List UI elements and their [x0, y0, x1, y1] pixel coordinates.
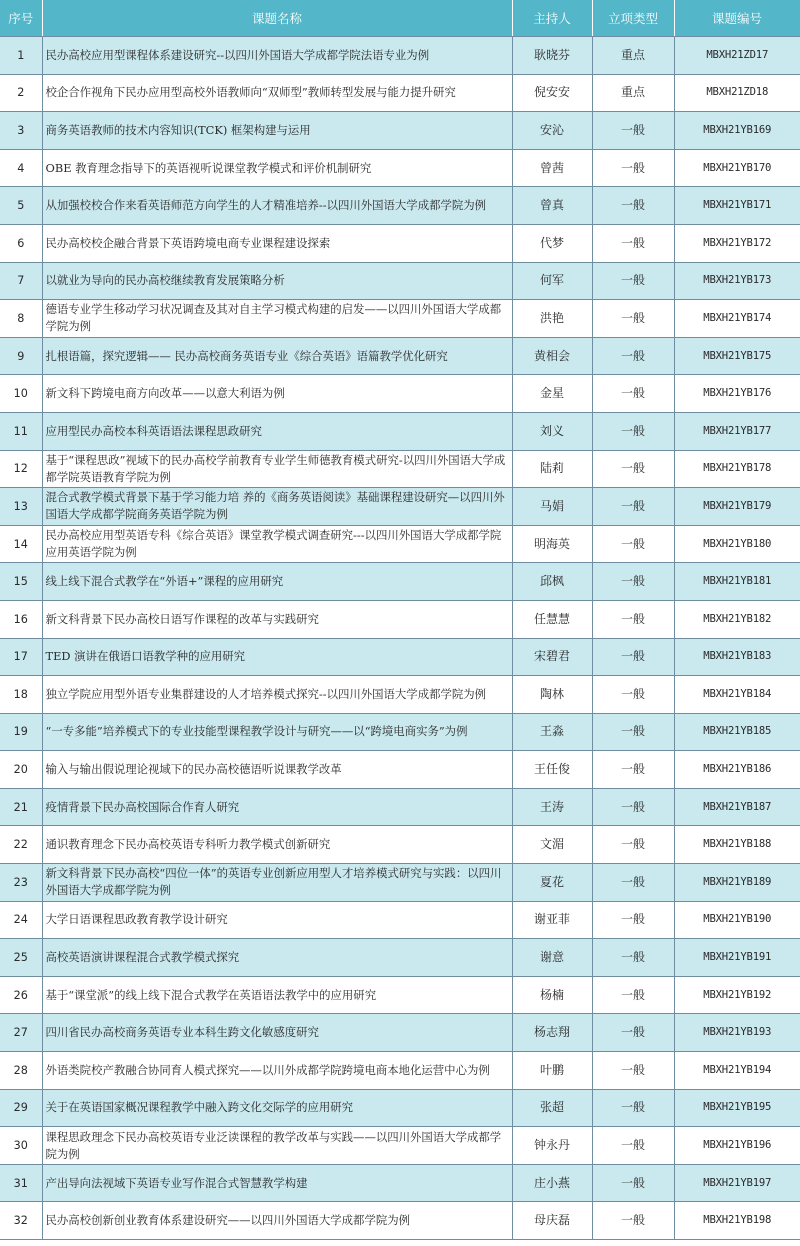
table-row — [0, 600, 800, 638]
project-code-cell: MBXH21YB177 — [674, 412, 800, 450]
project-title-cell: 基于“课堂派”的线上线下混合式教学在英语语法教学中的应用研究 — [42, 976, 512, 1014]
project-code-cell: MBXH21YB171 — [674, 187, 800, 225]
project-title-cell: 输入与输出假说理论视域下的民办高校德语听说课教学改革 — [42, 751, 512, 789]
table-row — [0, 337, 800, 375]
table-row — [0, 751, 800, 789]
header-project-title: 课题名称 — [42, 0, 512, 37]
project-title-cell: 新文科背景下民办高校日语写作课程的改革与实践研究 — [42, 600, 512, 638]
project-title-cell: 大学日语课程思政教育教学设计研究 — [42, 901, 512, 939]
project-title-cell: 课程思政理念下民办高校英语专业泛读课程的教学改革与实践——以四川外国语大学成都学院为例 — [42, 1127, 512, 1165]
header-row — [0, 0, 800, 37]
project-type-cell: 一般 — [592, 864, 674, 902]
host-cell: 安沁 — [512, 112, 592, 150]
project-code-cell: MBXH21YB189 — [674, 864, 800, 902]
project-type-cell: 一般 — [592, 751, 674, 789]
project-title-cell: 关于在英语国家概况课程教学中融入跨文化交际学的应用研究 — [42, 1089, 512, 1127]
project-type-cell: 一般 — [592, 1089, 674, 1127]
table-row — [0, 976, 800, 1014]
serial-no-cell: 11 — [0, 412, 42, 450]
host-cell: 曾真 — [512, 187, 592, 225]
host-cell: 王淼 — [512, 713, 592, 751]
project-code-cell: MBXH21YB195 — [674, 1089, 800, 1127]
project-type-cell: 一般 — [592, 1127, 674, 1165]
project-type-cell: 一般 — [592, 826, 674, 864]
host-cell: 谢意 — [512, 939, 592, 977]
serial-no-cell: 19 — [0, 713, 42, 751]
host-cell: 母庆磊 — [512, 1202, 592, 1240]
table-row — [0, 1014, 800, 1052]
table-row — [0, 713, 800, 751]
project-title-cell: 产出导向法视域下英语专业写作混合式智慧教学构建 — [42, 1164, 512, 1202]
project-code-cell: MBXH21YB173 — [674, 262, 800, 300]
host-cell: 洪艳 — [512, 300, 592, 338]
project-code-cell: MBXH21ZD18 — [674, 74, 800, 112]
project-type-cell: 一般 — [592, 939, 674, 977]
table-row — [0, 1089, 800, 1127]
project-code-cell: MBXH21YB172 — [674, 224, 800, 262]
host-cell: 杨志翔 — [512, 1014, 592, 1052]
host-cell: 明海英 — [512, 525, 592, 563]
project-code-cell: MBXH21YB176 — [674, 375, 800, 413]
serial-no-cell: 16 — [0, 600, 42, 638]
host-cell: 何军 — [512, 262, 592, 300]
serial-no-cell: 30 — [0, 1127, 42, 1165]
host-cell: 邱枫 — [512, 563, 592, 601]
project-code-cell: MBXH21YB186 — [674, 751, 800, 789]
host-cell: 耿晓芬 — [512, 37, 592, 75]
serial-no-cell: 23 — [0, 864, 42, 902]
host-cell: 王任俊 — [512, 751, 592, 789]
project-code-cell: MBXH21YB194 — [674, 1052, 800, 1090]
host-cell: 任慧慧 — [512, 600, 592, 638]
host-cell: 张超 — [512, 1089, 592, 1127]
project-type-cell: 一般 — [592, 1052, 674, 1090]
project-title-cell: 民办高校创新创业教育体系建设研究——以四川外国语大学成都学院为例 — [42, 1202, 512, 1240]
table-row — [0, 525, 800, 563]
project-type-cell: 一般 — [592, 1202, 674, 1240]
table-row — [0, 1052, 800, 1090]
host-cell: 夏花 — [512, 864, 592, 902]
project-type-cell: 一般 — [592, 1014, 674, 1052]
serial-no-cell: 22 — [0, 826, 42, 864]
project-title-cell: 校企合作视角下民办应用型高校外语教师向“双师型”教师转型发展与能力提升研究 — [42, 74, 512, 112]
project-code-cell: MBXH21YB191 — [674, 939, 800, 977]
host-cell: 马娟 — [512, 488, 592, 526]
table-row — [0, 300, 800, 338]
project-type-cell: 一般 — [592, 638, 674, 676]
host-cell: 倪安安 — [512, 74, 592, 112]
project-title-cell: 扎根语篇，探究逻辑—— 民办高校商务英语专业《综合英语》语篇教学优化研究 — [42, 337, 512, 375]
host-cell: 王涛 — [512, 788, 592, 826]
serial-no-cell: 18 — [0, 676, 42, 714]
project-title-cell: TED 演讲在俄语口语教学种的应用研究 — [42, 638, 512, 676]
project-code-cell: MBXH21YB192 — [674, 976, 800, 1014]
host-cell: 钟永丹 — [512, 1127, 592, 1165]
table-row — [0, 187, 800, 225]
table-row — [0, 262, 800, 300]
project-code-cell: MBXH21YB175 — [674, 337, 800, 375]
header-project-type: 立项类型 — [592, 0, 674, 37]
serial-no-cell: 21 — [0, 788, 42, 826]
host-cell: 陶林 — [512, 676, 592, 714]
host-cell: 叶鹏 — [512, 1052, 592, 1090]
project-type-cell: 一般 — [592, 600, 674, 638]
table-row — [0, 1164, 800, 1202]
serial-no-cell: 5 — [0, 187, 42, 225]
project-title-cell: 线上线下混合式教学在“外语+”课程的应用研究 — [42, 563, 512, 601]
project-title-cell: 德语专业学生移动学习状况调查及其对自主学习模式构建的启发——以四川外国语大学成都学院为例 — [42, 300, 512, 338]
project-code-cell: MBXH21YB185 — [674, 713, 800, 751]
project-type-cell: 一般 — [592, 901, 674, 939]
project-type-cell: 一般 — [592, 976, 674, 1014]
header-serial-no: 序号 — [0, 0, 42, 37]
project-code-cell: MBXH21YB174 — [674, 300, 800, 338]
project-title-cell: 高校英语演讲课程混合式教学模式探究 — [42, 939, 512, 977]
project-type-cell: 一般 — [592, 300, 674, 338]
serial-no-cell: 1 — [0, 37, 42, 75]
project-code-cell: MBXH21YB180 — [674, 525, 800, 563]
project-type-cell: 一般 — [592, 412, 674, 450]
project-code-cell: MBXH21YB198 — [674, 1202, 800, 1240]
host-cell: 文湄 — [512, 826, 592, 864]
project-type-cell: 一般 — [592, 1164, 674, 1202]
project-type-cell: 一般 — [592, 262, 674, 300]
project-code-cell: MBXH21YB184 — [674, 676, 800, 714]
project-type-cell: 一般 — [592, 450, 674, 488]
project-code-cell: MBXH21YB188 — [674, 826, 800, 864]
table-row — [0, 74, 800, 112]
serial-no-cell: 3 — [0, 112, 42, 150]
table-row — [0, 1202, 800, 1240]
table-row — [0, 112, 800, 150]
project-title-cell: 新文科背景下民办高校“四位一体”的英语专业创新应用型人才培养模式研究与实践：以四川外国语大学成都学院为例 — [42, 864, 512, 902]
serial-no-cell: 8 — [0, 300, 42, 338]
project-title-cell: 从加强校校合作来看英语师范方向学生的人才精准培养--以四川外国语大学成都学院为例 — [42, 187, 512, 225]
project-title-cell: 四川省民办高校商务英语专业本科生跨文化敏感度研究 — [42, 1014, 512, 1052]
serial-no-cell: 25 — [0, 939, 42, 977]
serial-no-cell: 14 — [0, 525, 42, 563]
table-row — [0, 638, 800, 676]
project-type-cell: 一般 — [592, 375, 674, 413]
serial-no-cell: 13 — [0, 488, 42, 526]
project-code-cell: MBXH21YB197 — [674, 1164, 800, 1202]
serial-no-cell: 26 — [0, 976, 42, 1014]
table-row — [0, 563, 800, 601]
project-code-cell: MBXH21YB183 — [674, 638, 800, 676]
table-row — [0, 375, 800, 413]
serial-no-cell: 4 — [0, 149, 42, 187]
project-title-cell: 新文科下跨境电商方向改革——以意大利语为例 — [42, 375, 512, 413]
table-row — [0, 224, 800, 262]
serial-no-cell: 7 — [0, 262, 42, 300]
host-cell: 庄小燕 — [512, 1164, 592, 1202]
project-title-cell: “一专多能”培养模式下的专业技能型课程教学设计与研究——以“跨境电商实务”为例 — [42, 713, 512, 751]
project-title-cell: 民办高校应用型英语专科《综合英语》课堂教学模式调查研究---以四川外国语大学成都学院应用英语学院为例 — [42, 525, 512, 563]
table-row — [0, 37, 800, 75]
table-row — [0, 450, 800, 488]
host-cell: 曾茜 — [512, 149, 592, 187]
project-title-cell: 商务英语教师的技术内容知识(TCK) 框架构建与运用 — [42, 112, 512, 150]
table-row — [0, 1127, 800, 1165]
project-title-cell: 外语类院校产教融合协同育人模式探究——以川外成都学院跨境电商本地化运营中心为例 — [42, 1052, 512, 1090]
serial-no-cell: 6 — [0, 224, 42, 262]
project-type-cell: 一般 — [592, 149, 674, 187]
project-title-cell: 基于“课程思政”视域下的民办高校学前教育专业学生师德教育模式研究-以四川外国语大学成都学院英语教育学院为例 — [42, 450, 512, 488]
project-type-cell: 一般 — [592, 525, 674, 563]
project-type-cell: 一般 — [592, 788, 674, 826]
serial-no-cell: 9 — [0, 337, 42, 375]
serial-no-cell: 29 — [0, 1089, 42, 1127]
project-type-cell: 一般 — [592, 224, 674, 262]
table-row — [0, 149, 800, 187]
project-type-cell: 一般 — [592, 488, 674, 526]
table-row — [0, 939, 800, 977]
table-row — [0, 676, 800, 714]
project-title-cell: 应用型民办高校本科英语语法课程思政研究 — [42, 412, 512, 450]
project-code-cell: MBXH21YB193 — [674, 1014, 800, 1052]
project-code-cell: MBXH21YB182 — [674, 600, 800, 638]
project-type-cell: 一般 — [592, 187, 674, 225]
project-title-cell: 混合式教学模式背景下基于学习能力培 养的《商务英语阅读》基础课程建设研究—以四川外国语大学成都学院商务英语学院为例 — [42, 488, 512, 526]
serial-no-cell: 28 — [0, 1052, 42, 1090]
host-cell: 金星 — [512, 375, 592, 413]
project-title-cell: 独立学院应用型外语专业集群建设的人才培养模式探究--以四川外国语大学成都学院为例 — [42, 676, 512, 714]
table-row — [0, 488, 800, 526]
table-header — [0, 0, 800, 37]
project-type-cell: 一般 — [592, 676, 674, 714]
project-title-cell: 民办高校校企融合背景下英语跨境电商专业课程建设探索 — [42, 224, 512, 262]
serial-no-cell: 15 — [0, 563, 42, 601]
table-body — [0, 37, 800, 1240]
project-code-cell: MBXH21ZD17 — [674, 37, 800, 75]
header-project-code: 课题编号 — [674, 0, 800, 37]
project-title-cell: 以就业为导向的民办高校继续教育发展策略分析 — [42, 262, 512, 300]
serial-no-cell: 27 — [0, 1014, 42, 1052]
project-type-cell: 一般 — [592, 563, 674, 601]
project-title-cell: 疫情背景下民办高校国际合作育人研究 — [42, 788, 512, 826]
project-type-cell: 重点 — [592, 74, 674, 112]
project-code-cell: MBXH21YB196 — [674, 1127, 800, 1165]
serial-no-cell: 2 — [0, 74, 42, 112]
serial-no-cell: 12 — [0, 450, 42, 488]
project-type-cell: 一般 — [592, 337, 674, 375]
project-code-cell: MBXH21YB187 — [674, 788, 800, 826]
table-row — [0, 826, 800, 864]
serial-no-cell: 20 — [0, 751, 42, 789]
serial-no-cell: 24 — [0, 901, 42, 939]
host-cell: 谢亚菲 — [512, 901, 592, 939]
host-cell: 代梦 — [512, 224, 592, 262]
project-code-cell: MBXH21YB181 — [674, 563, 800, 601]
table-row — [0, 412, 800, 450]
project-type-cell: 一般 — [592, 713, 674, 751]
serial-no-cell: 31 — [0, 1164, 42, 1202]
host-cell: 杨楠 — [512, 976, 592, 1014]
serial-no-cell: 10 — [0, 375, 42, 413]
table-row — [0, 864, 800, 902]
project-code-cell: MBXH21YB179 — [674, 488, 800, 526]
host-cell: 陆莉 — [512, 450, 592, 488]
serial-no-cell: 32 — [0, 1202, 42, 1240]
host-cell: 黄相会 — [512, 337, 592, 375]
serial-no-cell: 17 — [0, 638, 42, 676]
project-code-cell: MBXH21YB169 — [674, 112, 800, 150]
table-row — [0, 788, 800, 826]
project-code-cell: MBXH21YB190 — [674, 901, 800, 939]
project-title-cell: 民办高校应用型课程体系建设研究--以四川外国语大学成都学院法语专业为例 — [42, 37, 512, 75]
header-host: 主持人 — [512, 0, 592, 37]
host-cell: 宋碧君 — [512, 638, 592, 676]
project-type-cell: 一般 — [592, 112, 674, 150]
host-cell: 刘义 — [512, 412, 592, 450]
project-code-cell: MBXH21YB170 — [674, 149, 800, 187]
table-row — [0, 901, 800, 939]
project-code-cell: MBXH21YB178 — [674, 450, 800, 488]
project-type-cell: 重点 — [592, 37, 674, 75]
project-title-cell: 通识教育理念下民办高校英语专科听力教学模式创新研究 — [42, 826, 512, 864]
project-title-cell: OBE 教育理念指导下的英语视听说课堂教学模式和评价机制研究 — [42, 149, 512, 187]
